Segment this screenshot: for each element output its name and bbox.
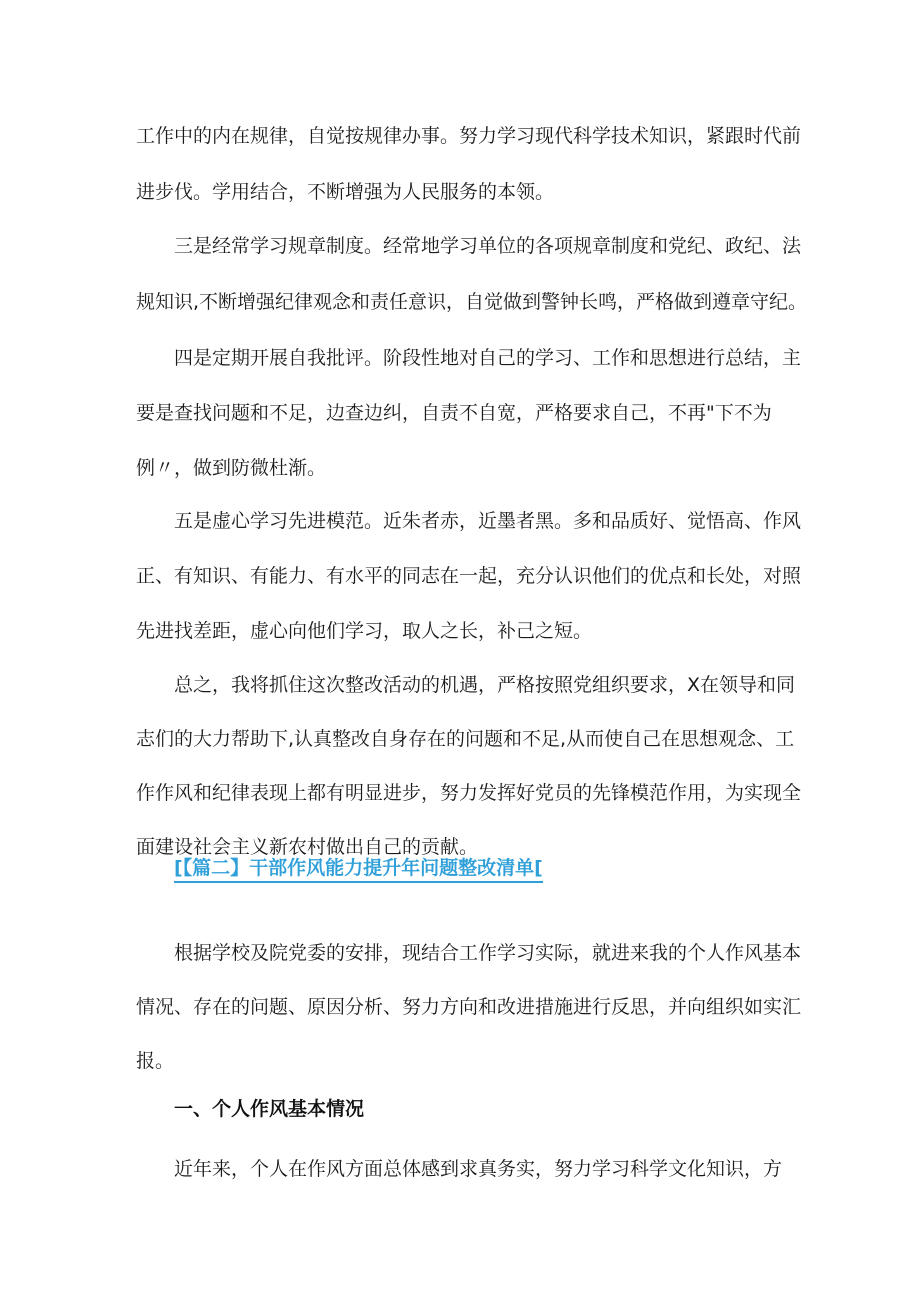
paragraph-line: 例〃，做到防微杜渐。 [136,457,327,479]
paragraph-line: 规知识,不断增强纪律观念和责任意识，自觉做到警钟长鸣，严格做到遵章守纪。 [136,291,808,313]
paragraph-line: 近年来，个人在作风方面总体感到求真务实，努力学习科学文化知识，方 [174,1158,783,1180]
paragraph-line: 四是定期开展自我批评。阶段性地对自己的学习、工作和思想进行总结，主 [174,347,802,369]
paragraph-line: 正、有知识、有能力、有水平的同志在一起，充分认识他们的优点和长处，对照 [136,565,802,587]
paragraph-6 [136,942,802,1072]
section-heading: 一、个人作风基本情况 [174,1098,365,1120]
paragraph-line: 先进找差距，虚心向他们学习，取人之长，补己之短。 [136,620,593,642]
paragraph-line: 总之，我将抓住这次整改活动的机遇，严格按照党组织要求，X在领导和同 [174,674,796,696]
paragraph-4 [136,510,802,642]
paragraph-line: 作作风和纪律表现上都有明显进步，努力发挥好党员的先锋模范作用，为实现全 [136,782,802,804]
paragraph-1 [136,125,802,203]
paragraph-7 [136,1160,786,1179]
paragraph-line: 根据学校及院党委的安排，现结合工作学习实际，就进来我的个人作风基本 [174,942,802,964]
section-link-heading[interactable]: [【篇二】干部作风能力提升年问题整改清单[ [174,859,543,883]
paragraph-line: 报。 [136,1050,175,1072]
paragraph-line: 志们的大力帮助下,认真整改自身存在的问题和不足,从而使自己在思想观念、工 [136,728,795,750]
paragraph-line: 三是经常学习规章制度。经常地学习单位的各项规章制度和党纪、政纪、法 [174,235,802,257]
paragraph-3 [136,347,802,479]
paragraph-line: 要是查找问题和不足，边查边纠，自责不自宽，严格要求自己，不再"下不为 [136,402,772,424]
paragraph-line: 工作中的内在规律，自觉按规律办事。努力学习现代科学技术知识，紧跟时代前 [136,125,802,147]
paragraph-line: 五是虚心学习先进模范。近朱者赤，近墨者黑。多和品质好、觉悟高、作风 [174,510,802,532]
paragraph-line: 面建设社会主义新农村做出自己的贡献。 [136,836,479,858]
paragraph-2 [136,235,808,313]
paragraph-5 [136,674,802,858]
paragraph-line: 情况、存在的问题、原因分析、努力方向和改进措施进行反思，并向组织如实汇 [136,996,802,1018]
paragraph-line: 进步伐。学用结合，不断增强为人民服务的本领。 [136,181,555,203]
